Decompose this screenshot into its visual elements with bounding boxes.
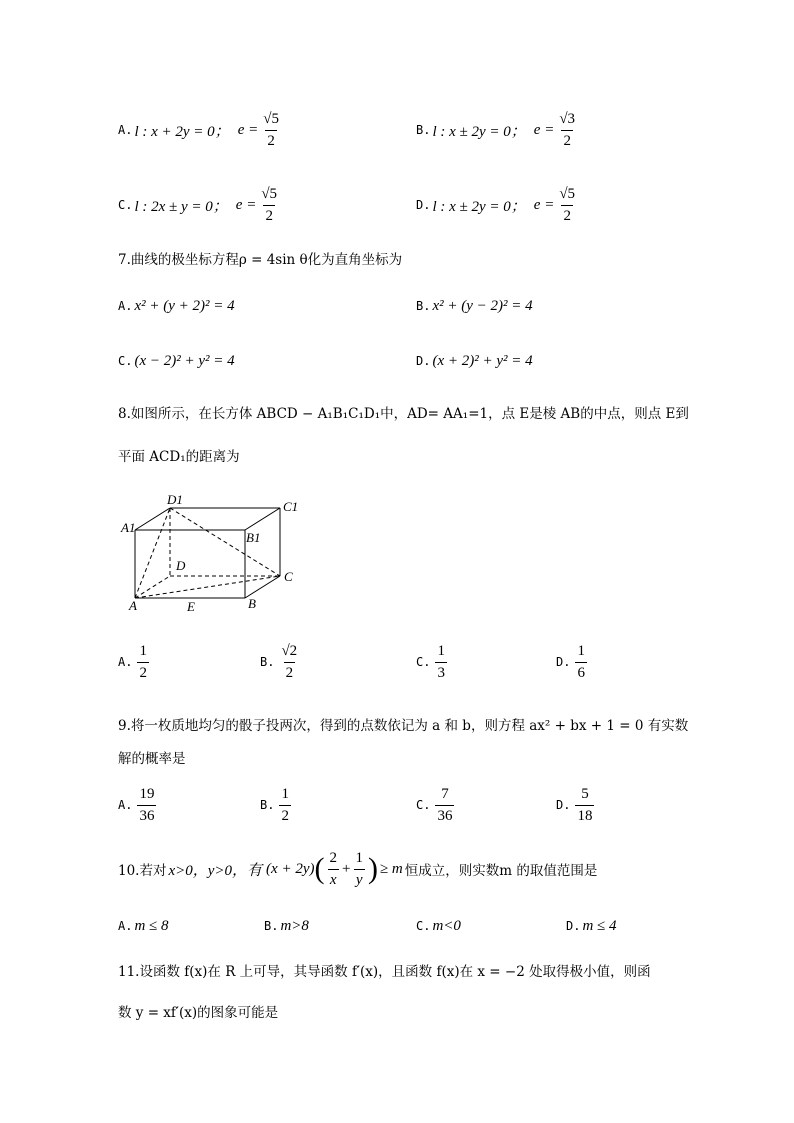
- q7-option-d: [416, 339, 533, 383]
- q9-option-c: [416, 783, 457, 827]
- fraction-numerator: √3: [559, 110, 576, 127]
- left-paren: (: [314, 852, 325, 885]
- q10-suffix: 恒成立，则实数m 的取值范围是: [404, 863, 598, 879]
- edge-a1d1: [135, 508, 170, 530]
- q9-option-a: [118, 783, 159, 827]
- fraction-denominator: 18: [575, 805, 594, 825]
- option-label: C.: [416, 655, 431, 669]
- label-b: B: [248, 596, 256, 611]
- right-paren: ): [367, 852, 378, 885]
- option-label: D.: [416, 198, 431, 212]
- fraction-numerator: 1: [139, 642, 147, 659]
- fraction: [557, 111, 577, 150]
- fraction-denominator: 3: [435, 662, 447, 682]
- label-c1: C1: [283, 499, 299, 514]
- q8-option-d: [556, 640, 590, 684]
- question-11-line2: 数 y = xf′(x)的图象可能是: [118, 1005, 279, 1021]
- edge-b1c1: [245, 508, 280, 530]
- fraction-numerator: 1: [281, 785, 289, 802]
- option-label: B.: [260, 655, 275, 669]
- fraction-denominator: y: [354, 869, 365, 889]
- q10-inequality: ≥ m: [379, 860, 403, 877]
- fraction-numerator: √5: [263, 110, 279, 127]
- option-label: D.: [556, 798, 571, 812]
- option-label: B.: [260, 798, 275, 812]
- option-label: A.: [118, 123, 133, 137]
- fraction: [575, 643, 587, 682]
- option-label: A.: [118, 655, 133, 669]
- option-e: e =: [235, 196, 257, 213]
- q7-option-c: [118, 339, 235, 383]
- fraction-denominator: 36: [137, 805, 156, 825]
- option-b-prev: [416, 108, 580, 152]
- option-expression: m<0: [432, 917, 461, 934]
- q10-condition: x>0，y>0，有: [168, 862, 263, 879]
- fraction: [353, 850, 365, 889]
- cuboid-figure: [115, 492, 315, 622]
- q9-option-b: [260, 783, 294, 827]
- question-9-line1: 9.将一枚质地均匀的骰子投两次，得到的点数依记为 a 和 b，则方程 ax² + bx + 1 = 0 有实数: [118, 718, 689, 734]
- fraction-numerator: 1: [437, 642, 445, 659]
- q10-option-b: [264, 904, 309, 948]
- question-9-line2: 解的概率是: [118, 751, 186, 767]
- fraction: [575, 786, 594, 825]
- diagonal-ad1: [135, 508, 170, 598]
- fraction-numerator: 1: [355, 849, 363, 866]
- fraction-numerator: 7: [441, 785, 449, 802]
- label-d: D: [176, 558, 186, 573]
- option-e: e =: [237, 121, 259, 138]
- question-11-line1: 11.设函数 f(x)在 R 上可导，其导函数 f′(x)，且函数 f(x)在 x = −2 处取得极小值，则函: [118, 964, 651, 980]
- fraction-denominator: 2: [561, 205, 573, 225]
- fraction: [279, 643, 299, 682]
- edge-bc: [245, 576, 280, 598]
- fraction-numerator: √5: [559, 185, 576, 202]
- q10-option-c: [416, 904, 461, 948]
- diagonal-ac: [135, 576, 280, 598]
- fraction: [137, 643, 149, 682]
- option-e: e =: [533, 196, 555, 213]
- q10-option-a: [118, 904, 169, 948]
- label-b1: B1: [246, 530, 261, 545]
- option-label: A.: [118, 798, 133, 812]
- option-c-prev: [118, 183, 282, 227]
- option-expression: l : x ± 2y = 0；: [432, 123, 526, 140]
- option-label: D.: [556, 655, 571, 669]
- fraction-numerator: 19: [139, 785, 155, 802]
- q9-option-d: [556, 783, 597, 827]
- fraction-numerator: 5: [581, 785, 589, 802]
- fraction-denominator: 2: [561, 130, 573, 150]
- question-8-line2: 平面 ACD₁的距离为: [118, 449, 240, 465]
- option-expression: m ≤ 4: [582, 917, 617, 934]
- fraction-numerator: 2: [329, 849, 337, 866]
- q10-option-d: [566, 904, 617, 948]
- option-label: A.: [118, 919, 133, 933]
- fraction-denominator: 36: [435, 805, 454, 825]
- question-8-line1: 8.如图所示，在长方体 ABCD − A₁B₁C₁D₁中，AD= AA₁=1，点 E是棱 AB的中点，则点 E到: [118, 406, 689, 422]
- q10-factor: (x + 2y): [266, 860, 315, 877]
- option-label: C.: [416, 919, 431, 933]
- label-a1: A1: [121, 520, 136, 535]
- fraction-denominator: 2: [279, 805, 291, 825]
- edge-ad-hidden: [135, 576, 170, 598]
- fraction-numerator: √5: [261, 185, 278, 202]
- option-expression: l : 2x ± y = 0；: [134, 198, 228, 215]
- option-label: B.: [416, 299, 431, 313]
- option-expression: (x − 2)² + y² = 4: [134, 352, 235, 369]
- q7-option-a: [118, 284, 235, 328]
- q10-prefix: 10.若对: [118, 863, 167, 879]
- label-d1: D1: [167, 492, 183, 507]
- option-expression: m>8: [280, 917, 309, 934]
- fraction: [557, 186, 577, 225]
- q8-option-a: [118, 640, 152, 684]
- fraction-denominator: 2: [137, 662, 149, 682]
- option-e: e =: [533, 121, 555, 138]
- fraction-denominator: 2: [265, 130, 277, 150]
- option-expression: l : x + 2y = 0；: [134, 123, 230, 140]
- fraction: [137, 786, 156, 825]
- option-label: A.: [118, 299, 133, 313]
- option-label: B.: [416, 123, 431, 137]
- q8-option-c: [416, 640, 450, 684]
- fraction-denominator: 6: [575, 662, 587, 682]
- option-label: D.: [416, 354, 431, 368]
- label-e: E: [187, 599, 195, 614]
- fraction: [435, 786, 454, 825]
- fraction: [327, 850, 339, 889]
- fraction-numerator: √2: [281, 642, 298, 659]
- q8-option-b: [260, 640, 302, 684]
- option-label: D.: [566, 919, 581, 933]
- fraction-numerator: 1: [577, 642, 585, 659]
- option-label: B.: [264, 919, 279, 933]
- plus-sign: +: [341, 860, 351, 877]
- fraction: [261, 111, 281, 150]
- option-a-prev: [118, 108, 284, 152]
- fraction: [259, 186, 279, 225]
- option-d-prev: [416, 183, 580, 227]
- question-7-text: 7.曲线的极坐标方程ρ = 4sin θ化为直角坐标为: [118, 252, 403, 268]
- fraction-denominator: 2: [284, 662, 296, 682]
- option-label: C.: [118, 198, 133, 212]
- question-10-text: [118, 847, 597, 891]
- option-expression: x² + (y + 2)² = 4: [134, 297, 235, 314]
- option-expression: x² + (y − 2)² = 4: [432, 297, 533, 314]
- label-c: C: [284, 569, 293, 584]
- fraction-denominator: x: [328, 869, 339, 889]
- fraction: [279, 786, 291, 825]
- option-expression: l : x ± 2y = 0；: [432, 198, 526, 215]
- option-label: C.: [416, 798, 431, 812]
- option-expression: (x + 2)² + y² = 4: [432, 352, 533, 369]
- label-a: A: [129, 598, 137, 613]
- option-label: C.: [118, 354, 133, 368]
- option-expression: m ≤ 8: [134, 917, 169, 934]
- q7-option-b: [416, 284, 533, 328]
- fraction-denominator: 2: [263, 205, 275, 225]
- fraction: [435, 643, 447, 682]
